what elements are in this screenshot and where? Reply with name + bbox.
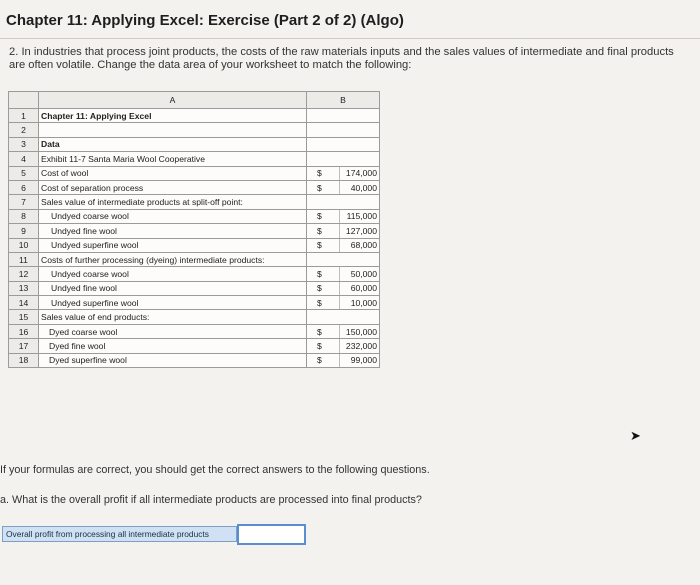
cell-b-value[interactable] (307, 310, 380, 324)
row-number: 2 (9, 123, 39, 137)
mouse-cursor-icon: ➤ (630, 428, 641, 443)
row-number: 1 (9, 109, 39, 123)
overall-profit-input[interactable] (237, 524, 306, 545)
cell-amount: 50,000 (339, 267, 379, 280)
result-note: If your formulas are correct, you should get the correct answers to the following questions. (0, 464, 430, 476)
sheet-row (9, 123, 380, 137)
cell-b-value[interactable] (307, 195, 380, 209)
sheet-row (9, 267, 380, 281)
row-number: 7 (9, 195, 39, 209)
currency-symbol: $ (317, 283, 322, 294)
sheet-row (9, 209, 380, 223)
column-header-b: B (307, 92, 380, 109)
row-number: 9 (9, 224, 39, 238)
row-number: 8 (9, 209, 39, 223)
sheet-row (9, 109, 380, 123)
cell-amount (340, 310, 379, 323)
row-number: 3 (9, 137, 39, 151)
cell-amount: 232,000 (339, 339, 379, 352)
cell-amount (340, 123, 379, 136)
cell-amount (340, 152, 379, 165)
cell-b-value[interactable] (307, 137, 380, 151)
currency-symbol: $ (317, 168, 322, 179)
cell-a-label[interactable]: Dyed fine wool (39, 339, 307, 353)
row-number: 13 (9, 281, 39, 295)
currency-symbol: $ (317, 297, 322, 308)
cell-b-value[interactable] (307, 296, 380, 310)
cell-b-value[interactable] (307, 353, 380, 367)
currency-symbol: $ (317, 240, 322, 251)
sheet-row (9, 152, 380, 166)
cell-a-label[interactable]: Dyed coarse wool (39, 324, 307, 338)
row-number: 18 (9, 353, 39, 367)
cell-a-label[interactable]: Undyed coarse wool (39, 267, 307, 281)
cell-amount: 150,000 (339, 325, 379, 338)
cell-amount (340, 253, 379, 266)
title-divider (0, 38, 700, 39)
sheet-row (9, 310, 380, 324)
cell-amount: 40,000 (339, 181, 379, 194)
sheet-row (9, 195, 380, 209)
sheet-row (9, 137, 380, 151)
column-header-a: A (39, 92, 307, 109)
cell-a-label[interactable]: Chapter 11: Applying Excel (39, 109, 307, 123)
sheet-row (9, 324, 380, 338)
column-header-row (9, 92, 380, 109)
cell-amount: 10,000 (339, 296, 379, 309)
sheet-row (9, 252, 380, 266)
currency-symbol: $ (317, 268, 322, 279)
cell-amount: 68,000 (339, 239, 379, 252)
row-number: 17 (9, 339, 39, 353)
sheet-row (9, 224, 380, 238)
cell-a-label[interactable]: Undyed fine wool (39, 281, 307, 295)
cell-b-value[interactable] (307, 267, 380, 281)
row-number: 15 (9, 310, 39, 324)
sheet-row (9, 238, 380, 252)
cell-a-label[interactable]: Data (39, 137, 307, 151)
row-number: 12 (9, 267, 39, 281)
cell-b-value[interactable] (307, 180, 380, 194)
corner-cell (9, 92, 39, 109)
sheet-row (9, 296, 380, 310)
row-number: 16 (9, 324, 39, 338)
cell-b-value[interactable] (307, 152, 380, 166)
sheet-row (9, 166, 380, 180)
cell-b-value[interactable] (307, 281, 380, 295)
cell-b-value[interactable] (307, 109, 380, 123)
cell-a-label[interactable]: Exhibit 11-7 Santa Maria Wool Cooperative (39, 152, 307, 166)
row-number: 5 (9, 166, 39, 180)
sheet-row (9, 339, 380, 353)
cell-b-value[interactable] (307, 252, 380, 266)
sheet-row (9, 353, 380, 367)
currency-symbol: $ (317, 340, 322, 351)
cell-a-label[interactable]: Sales value of intermediate products at split-off point: (39, 195, 307, 209)
currency-symbol: $ (317, 225, 322, 236)
cell-b-value[interactable] (307, 339, 380, 353)
cell-a-label[interactable]: Undyed fine wool (39, 224, 307, 238)
cell-b-value[interactable] (307, 123, 380, 137)
cell-amount (340, 138, 379, 151)
currency-symbol: $ (317, 355, 322, 366)
cell-a-label[interactable]: Undyed superfine wool (39, 238, 307, 252)
cell-a-label[interactable] (39, 123, 307, 137)
cell-amount: 60,000 (339, 282, 379, 295)
row-number: 4 (9, 152, 39, 166)
cell-amount: 127,000 (339, 224, 379, 237)
spreadsheet (8, 91, 380, 368)
cell-a-label[interactable]: Cost of wool (39, 166, 307, 180)
cell-amount: 99,000 (339, 354, 379, 367)
row-number: 14 (9, 296, 39, 310)
page-title: Chapter 11: Applying Excel: Exercise (Part 2 of 2) (Algo) (6, 12, 404, 29)
cell-a-label[interactable]: Undyed coarse wool (39, 209, 307, 223)
row-number: 10 (9, 238, 39, 252)
row-number: 6 (9, 180, 39, 194)
cell-b-value[interactable] (307, 166, 380, 180)
sheet-row (9, 180, 380, 194)
cell-amount (340, 195, 379, 208)
currency-symbol: $ (317, 182, 322, 193)
cell-b-value[interactable] (307, 209, 380, 223)
row-number: 11 (9, 252, 39, 266)
instruction-text: 2. In industries that process joint products, the costs of the raw materials inputs and the sales values of intermediate and final products are often volatile. Change the data area of your worksheet to match the following: (9, 46, 674, 71)
cell-a-label[interactable]: Dyed superfine wool (39, 353, 307, 367)
cell-b-value[interactable] (307, 324, 380, 338)
cell-b-value[interactable] (307, 224, 380, 238)
sheet-row (9, 281, 380, 295)
cell-a-label[interactable]: Cost of separation process (39, 180, 307, 194)
cell-a-label[interactable]: Costs of further processing (dyeing) intermediate products: (39, 252, 307, 266)
cell-b-value[interactable] (307, 238, 380, 252)
cell-amount (340, 109, 379, 122)
cell-a-label[interactable]: Sales value of end products: (39, 310, 307, 324)
cell-amount: 174,000 (339, 167, 379, 180)
currency-symbol: $ (317, 211, 322, 222)
cell-a-label[interactable]: Undyed superfine wool (39, 296, 307, 310)
answer-label: Overall profit from processing all intermediate products (2, 526, 237, 542)
cell-amount: 115,000 (339, 210, 379, 223)
question-a: a. What is the overall profit if all intermediate products are processed into final products? (0, 494, 422, 506)
currency-symbol: $ (317, 326, 322, 337)
